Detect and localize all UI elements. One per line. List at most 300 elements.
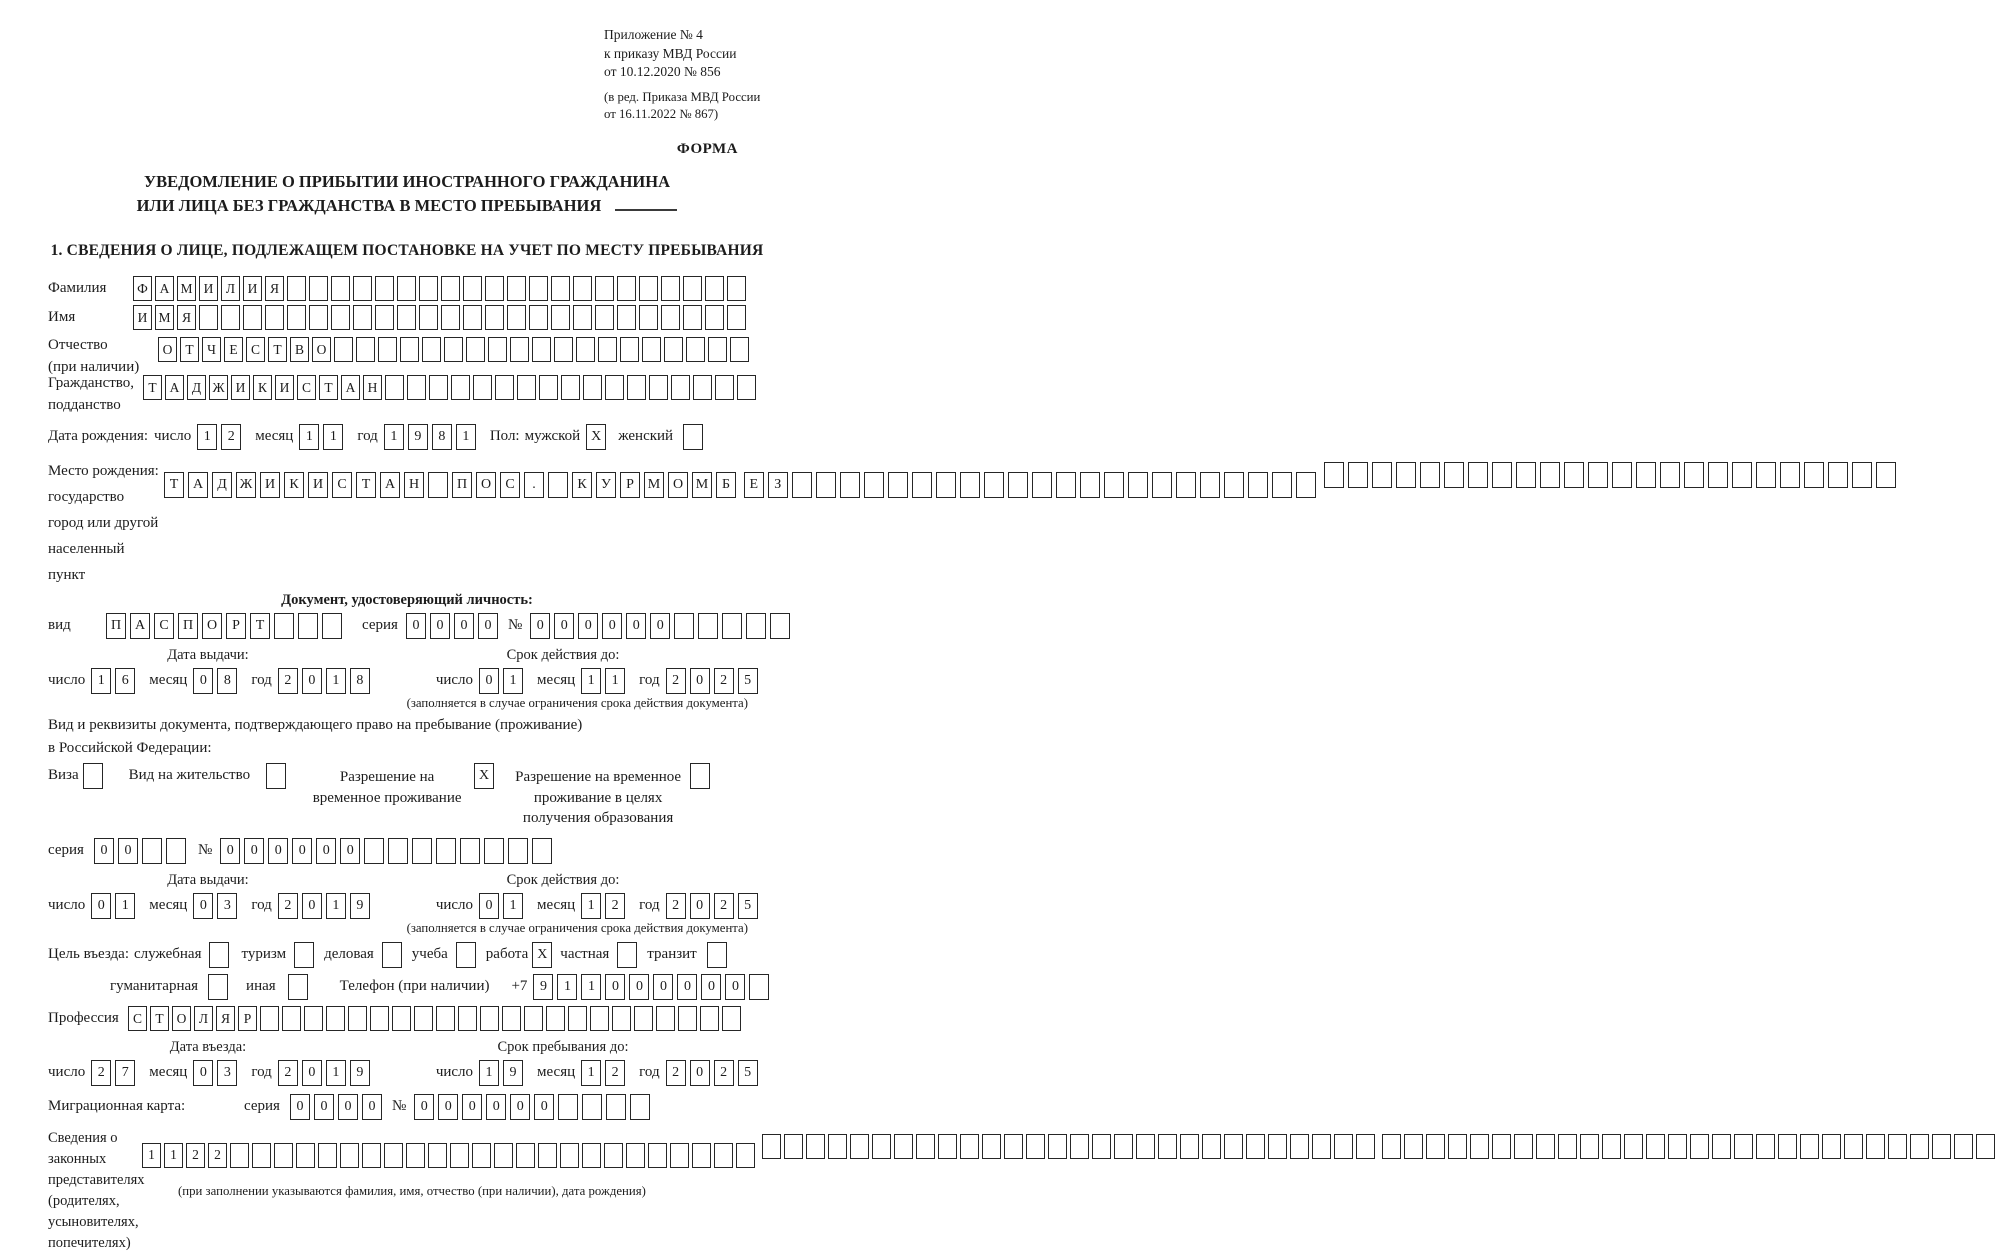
char-cell[interactable]: Д [187, 375, 206, 400]
char-cell[interactable] [451, 375, 470, 400]
char-cell[interactable] [872, 1134, 891, 1159]
char-cell[interactable] [1690, 1134, 1709, 1159]
char-cell[interactable] [287, 305, 306, 330]
char-cell[interactable]: 2 [278, 668, 298, 694]
char-cell[interactable] [406, 1143, 425, 1168]
char-cell[interactable] [539, 375, 558, 400]
char-cell[interactable]: Я [216, 1006, 235, 1031]
char-cell[interactable]: К [284, 472, 304, 498]
char-cell[interactable]: Я [265, 276, 284, 301]
char-cell[interactable]: 9 [350, 1060, 370, 1086]
char-cell[interactable] [472, 1143, 491, 1168]
char-cell[interactable] [595, 305, 614, 330]
char-cell[interactable]: 0 [454, 613, 474, 639]
char-cell[interactable] [456, 942, 476, 968]
char-cell[interactable] [582, 1094, 602, 1120]
char-cell[interactable] [649, 375, 668, 400]
char-cell[interactable]: 2 [278, 1060, 298, 1086]
char-cell[interactable]: О [172, 1006, 191, 1031]
char-cell[interactable]: 0 [94, 838, 114, 864]
char-cell[interactable] [698, 613, 718, 639]
char-cell[interactable] [1396, 462, 1416, 488]
char-cell[interactable] [260, 1006, 279, 1031]
char-cell[interactable]: 3 [217, 1060, 237, 1086]
char-cell[interactable]: 2 [666, 1060, 686, 1086]
char-cell[interactable] [364, 838, 384, 864]
char-cell[interactable] [485, 276, 504, 301]
char-cell[interactable]: 0 [292, 838, 312, 864]
char-cell[interactable] [737, 375, 756, 400]
char-cell[interactable] [1290, 1134, 1309, 1159]
char-cell[interactable]: 3 [217, 893, 237, 919]
char-cell[interactable] [598, 337, 617, 362]
char-cell[interactable] [727, 276, 746, 301]
char-cell[interactable] [484, 838, 504, 864]
char-cell[interactable] [507, 276, 526, 301]
char-cell[interactable] [708, 337, 727, 362]
char-cell[interactable] [746, 613, 766, 639]
char-cell[interactable]: А [130, 613, 150, 639]
char-cell[interactable]: Т [143, 375, 162, 400]
char-cell[interactable] [407, 375, 426, 400]
char-cell[interactable] [730, 337, 749, 362]
char-cell[interactable]: 0 [653, 974, 673, 1000]
char-cell[interactable] [551, 276, 570, 301]
char-cell[interactable] [683, 305, 702, 330]
char-cell[interactable]: 2 [714, 668, 734, 694]
char-cell[interactable]: 2 [186, 1143, 205, 1168]
char-cell[interactable] [1224, 472, 1244, 498]
char-cell[interactable] [700, 1006, 719, 1031]
char-cell[interactable] [348, 1006, 367, 1031]
char-cell[interactable] [1580, 1134, 1599, 1159]
char-cell[interactable] [1032, 472, 1052, 498]
char-cell[interactable] [590, 1006, 609, 1031]
char-cell[interactable]: И [231, 375, 250, 400]
char-cell[interactable] [429, 375, 448, 400]
char-cell[interactable] [397, 305, 416, 330]
char-cell[interactable]: А [188, 472, 208, 498]
char-cell[interactable] [1822, 1134, 1841, 1159]
char-cell[interactable]: Т [356, 472, 376, 498]
char-cell[interactable] [1712, 1134, 1731, 1159]
char-cell[interactable] [142, 838, 162, 864]
char-cell[interactable] [382, 942, 402, 968]
char-cell[interactable] [1932, 1134, 1951, 1159]
char-cell[interactable] [634, 1006, 653, 1031]
char-cell[interactable]: 0 [486, 1094, 506, 1120]
char-cell[interactable]: О [202, 613, 222, 639]
char-cell[interactable]: Т [150, 1006, 169, 1031]
char-cell[interactable] [1660, 462, 1680, 488]
char-cell[interactable]: 1 [581, 974, 601, 1000]
char-cell[interactable]: 1 [456, 424, 476, 450]
char-cell[interactable]: X [474, 763, 494, 789]
char-cell[interactable] [532, 838, 552, 864]
char-cell[interactable] [1588, 462, 1608, 488]
char-cell[interactable] [1180, 1134, 1199, 1159]
char-cell[interactable] [1296, 472, 1316, 498]
char-cell[interactable]: Т [164, 472, 184, 498]
char-cell[interactable]: 2 [221, 424, 241, 450]
char-cell[interactable] [1426, 1134, 1445, 1159]
char-cell[interactable]: 1 [326, 893, 346, 919]
char-cell[interactable]: 0 [430, 613, 450, 639]
char-cell[interactable] [707, 942, 727, 968]
char-cell[interactable]: 1 [323, 424, 343, 450]
char-cell[interactable] [762, 1134, 781, 1159]
char-cell[interactable]: О [668, 472, 688, 498]
char-cell[interactable]: 8 [350, 668, 370, 694]
char-cell[interactable]: . [524, 472, 544, 498]
char-cell[interactable] [749, 974, 769, 1000]
char-cell[interactable] [1128, 472, 1148, 498]
char-cell[interactable]: С [332, 472, 352, 498]
char-cell[interactable]: 0 [340, 838, 360, 864]
char-cell[interactable] [722, 613, 742, 639]
char-cell[interactable]: 0 [302, 1060, 322, 1086]
char-cell[interactable] [473, 375, 492, 400]
char-cell[interactable]: 0 [302, 893, 322, 919]
char-cell[interactable]: 1 [581, 893, 601, 919]
char-cell[interactable]: 0 [578, 613, 598, 639]
char-cell[interactable] [784, 1134, 803, 1159]
char-cell[interactable] [626, 1143, 645, 1168]
char-cell[interactable] [1470, 1134, 1489, 1159]
char-cell[interactable] [488, 337, 507, 362]
char-cell[interactable] [960, 472, 980, 498]
char-cell[interactable]: 0 [302, 668, 322, 694]
char-cell[interactable] [1158, 1134, 1177, 1159]
char-cell[interactable] [546, 1006, 565, 1031]
char-cell[interactable]: 5 [738, 1060, 758, 1086]
char-cell[interactable] [642, 337, 661, 362]
char-cell[interactable] [864, 472, 884, 498]
char-cell[interactable] [1636, 462, 1656, 488]
char-cell[interactable]: 6 [115, 668, 135, 694]
char-cell[interactable] [1152, 472, 1172, 498]
char-cell[interactable] [984, 472, 1004, 498]
char-cell[interactable] [620, 337, 639, 362]
char-cell[interactable] [428, 1143, 447, 1168]
char-cell[interactable] [612, 1006, 631, 1031]
char-cell[interactable]: 0 [438, 1094, 458, 1120]
char-cell[interactable] [705, 276, 724, 301]
char-cell[interactable] [1976, 1134, 1995, 1159]
char-cell[interactable]: О [476, 472, 496, 498]
char-cell[interactable] [1048, 1134, 1067, 1159]
char-cell[interactable] [419, 276, 438, 301]
char-cell[interactable] [828, 1134, 847, 1159]
char-cell[interactable]: 0 [193, 668, 213, 694]
char-cell[interactable] [334, 337, 353, 362]
char-cell[interactable] [661, 305, 680, 330]
char-cell[interactable] [510, 337, 529, 362]
char-cell[interactable]: 1 [503, 893, 523, 919]
char-cell[interactable]: Н [363, 375, 382, 400]
char-cell[interactable]: 0 [462, 1094, 482, 1120]
char-cell[interactable]: Ф [133, 276, 152, 301]
char-cell[interactable] [1756, 1134, 1775, 1159]
char-cell[interactable] [1602, 1134, 1621, 1159]
char-cell[interactable]: И [133, 305, 152, 330]
char-cell[interactable]: 0 [290, 1094, 310, 1120]
char-cell[interactable] [1420, 462, 1440, 488]
char-cell[interactable] [554, 337, 573, 362]
char-cell[interactable]: 0 [554, 613, 574, 639]
char-cell[interactable] [266, 763, 286, 789]
char-cell[interactable]: 1 [197, 424, 217, 450]
char-cell[interactable] [1312, 1134, 1331, 1159]
char-cell[interactable] [298, 613, 318, 639]
char-cell[interactable] [727, 305, 746, 330]
char-cell[interactable] [340, 1143, 359, 1168]
char-cell[interactable] [414, 1006, 433, 1031]
char-cell[interactable] [1564, 462, 1584, 488]
char-cell[interactable]: 0 [314, 1094, 334, 1120]
char-cell[interactable]: 9 [350, 893, 370, 919]
char-cell[interactable] [617, 276, 636, 301]
char-cell[interactable] [1844, 1134, 1863, 1159]
char-cell[interactable] [678, 1006, 697, 1031]
char-cell[interactable]: 2 [278, 893, 298, 919]
char-cell[interactable] [693, 375, 712, 400]
char-cell[interactable] [639, 305, 658, 330]
char-cell[interactable] [441, 305, 460, 330]
char-cell[interactable]: 0 [534, 1094, 554, 1120]
char-cell[interactable]: 0 [479, 668, 499, 694]
char-cell[interactable] [378, 337, 397, 362]
char-cell[interactable] [1334, 1134, 1353, 1159]
char-cell[interactable]: 5 [738, 893, 758, 919]
char-cell[interactable] [714, 1143, 733, 1168]
char-cell[interactable] [428, 472, 448, 498]
char-cell[interactable] [199, 305, 218, 330]
char-cell[interactable] [1646, 1134, 1665, 1159]
char-cell[interactable]: Т [180, 337, 199, 362]
char-cell[interactable] [353, 276, 372, 301]
char-cell[interactable] [583, 375, 602, 400]
char-cell[interactable] [722, 1006, 741, 1031]
char-cell[interactable]: Л [194, 1006, 213, 1031]
char-cell[interactable] [1092, 1134, 1111, 1159]
char-cell[interactable]: 2 [208, 1143, 227, 1168]
char-cell[interactable] [508, 838, 528, 864]
char-cell[interactable] [1026, 1134, 1045, 1159]
char-cell[interactable] [627, 375, 646, 400]
char-cell[interactable]: 1 [299, 424, 319, 450]
char-cell[interactable]: 2 [91, 1060, 111, 1086]
char-cell[interactable] [419, 305, 438, 330]
char-cell[interactable]: Ж [209, 375, 228, 400]
char-cell[interactable]: С [128, 1006, 147, 1031]
char-cell[interactable]: Б [716, 472, 736, 498]
char-cell[interactable] [573, 305, 592, 330]
char-cell[interactable] [888, 472, 908, 498]
char-cell[interactable] [1888, 1134, 1907, 1159]
char-cell[interactable] [840, 472, 860, 498]
char-cell[interactable] [252, 1143, 271, 1168]
char-cell[interactable]: 0 [414, 1094, 434, 1120]
char-cell[interactable] [1708, 462, 1728, 488]
char-cell[interactable] [1684, 462, 1704, 488]
char-cell[interactable]: О [312, 337, 331, 362]
char-cell[interactable]: 9 [503, 1060, 523, 1086]
char-cell[interactable]: 1 [326, 1060, 346, 1086]
char-cell[interactable] [1624, 1134, 1643, 1159]
char-cell[interactable] [1404, 1134, 1423, 1159]
char-cell[interactable]: Л [221, 276, 240, 301]
char-cell[interactable]: 0 [316, 838, 336, 864]
char-cell[interactable]: 0 [91, 893, 111, 919]
char-cell[interactable] [683, 424, 703, 450]
char-cell[interactable]: 2 [714, 1060, 734, 1086]
char-cell[interactable]: 0 [510, 1094, 530, 1120]
char-cell[interactable] [595, 276, 614, 301]
char-cell[interactable]: С [246, 337, 265, 362]
char-cell[interactable]: 1 [164, 1143, 183, 1168]
char-cell[interactable]: 0 [193, 893, 213, 919]
char-cell[interactable] [656, 1006, 675, 1031]
char-cell[interactable] [209, 942, 229, 968]
char-cell[interactable]: 1 [605, 668, 625, 694]
char-cell[interactable] [1202, 1134, 1221, 1159]
char-cell[interactable]: 0 [406, 613, 426, 639]
char-cell[interactable]: 0 [479, 893, 499, 919]
char-cell[interactable] [463, 305, 482, 330]
char-cell[interactable] [1070, 1134, 1089, 1159]
char-cell[interactable]: 0 [220, 838, 240, 864]
char-cell[interactable] [960, 1134, 979, 1159]
char-cell[interactable] [296, 1143, 315, 1168]
char-cell[interactable] [936, 472, 956, 498]
char-cell[interactable] [516, 1143, 535, 1168]
char-cell[interactable] [648, 1143, 667, 1168]
char-cell[interactable]: 0 [629, 974, 649, 1000]
char-cell[interactable] [1272, 472, 1292, 498]
char-cell[interactable] [1804, 462, 1824, 488]
char-cell[interactable]: И [243, 276, 262, 301]
char-cell[interactable] [529, 276, 548, 301]
char-cell[interactable] [605, 375, 624, 400]
char-cell[interactable] [466, 337, 485, 362]
char-cell[interactable] [690, 763, 710, 789]
char-cell[interactable]: А [155, 276, 174, 301]
char-cell[interactable] [274, 1143, 293, 1168]
char-cell[interactable] [1008, 472, 1028, 498]
char-cell[interactable] [1954, 1134, 1973, 1159]
char-cell[interactable]: 0 [193, 1060, 213, 1086]
char-cell[interactable]: 0 [478, 613, 498, 639]
char-cell[interactable]: 2 [605, 893, 625, 919]
char-cell[interactable] [412, 838, 432, 864]
char-cell[interactable] [561, 375, 580, 400]
char-cell[interactable] [274, 613, 294, 639]
char-cell[interactable] [1372, 462, 1392, 488]
char-cell[interactable]: К [253, 375, 272, 400]
char-cell[interactable] [485, 305, 504, 330]
char-cell[interactable] [436, 838, 456, 864]
char-cell[interactable] [850, 1134, 869, 1159]
char-cell[interactable]: И [308, 472, 328, 498]
char-cell[interactable] [166, 838, 186, 864]
char-cell[interactable]: 0 [725, 974, 745, 1000]
char-cell[interactable]: 7 [115, 1060, 135, 1086]
char-cell[interactable] [463, 276, 482, 301]
char-cell[interactable] [1224, 1134, 1243, 1159]
char-cell[interactable] [1612, 462, 1632, 488]
char-cell[interactable] [397, 276, 416, 301]
char-cell[interactable] [444, 337, 463, 362]
char-cell[interactable] [1910, 1134, 1929, 1159]
char-cell[interactable] [1866, 1134, 1885, 1159]
char-cell[interactable]: К [572, 472, 592, 498]
char-cell[interactable]: М [644, 472, 664, 498]
char-cell[interactable] [1382, 1134, 1401, 1159]
char-cell[interactable] [1056, 472, 1076, 498]
char-cell[interactable] [617, 942, 637, 968]
char-cell[interactable] [1536, 1134, 1555, 1159]
char-cell[interactable]: 8 [432, 424, 452, 450]
char-cell[interactable] [1268, 1134, 1287, 1159]
char-cell[interactable]: Р [226, 613, 246, 639]
char-cell[interactable]: Д [212, 472, 232, 498]
char-cell[interactable] [576, 337, 595, 362]
char-cell[interactable]: П [452, 472, 472, 498]
char-cell[interactable]: 1 [384, 424, 404, 450]
char-cell[interactable] [494, 1143, 513, 1168]
char-cell[interactable] [560, 1143, 579, 1168]
char-cell[interactable] [385, 375, 404, 400]
char-cell[interactable] [1734, 1134, 1753, 1159]
char-cell[interactable] [309, 276, 328, 301]
char-cell[interactable] [517, 375, 536, 400]
char-cell[interactable]: 1 [479, 1060, 499, 1086]
char-cell[interactable] [436, 1006, 455, 1031]
char-cell[interactable]: X [532, 942, 552, 968]
char-cell[interactable]: Р [238, 1006, 257, 1031]
char-cell[interactable] [1200, 472, 1220, 498]
char-cell[interactable] [912, 472, 932, 498]
char-cell[interactable]: 0 [605, 974, 625, 1000]
char-cell[interactable] [792, 472, 812, 498]
char-cell[interactable]: Я [177, 305, 196, 330]
char-cell[interactable] [1800, 1134, 1819, 1159]
char-cell[interactable]: М [692, 472, 712, 498]
char-cell[interactable]: А [165, 375, 184, 400]
char-cell[interactable]: Н [404, 472, 424, 498]
char-cell[interactable] [362, 1143, 381, 1168]
char-cell[interactable] [309, 305, 328, 330]
char-cell[interactable]: 1 [581, 668, 601, 694]
char-cell[interactable]: М [155, 305, 174, 330]
char-cell[interactable] [524, 1006, 543, 1031]
char-cell[interactable] [1444, 462, 1464, 488]
char-cell[interactable] [1780, 462, 1800, 488]
char-cell[interactable]: С [297, 375, 316, 400]
char-cell[interactable] [441, 276, 460, 301]
char-cell[interactable]: 0 [701, 974, 721, 1000]
char-cell[interactable]: 8 [217, 668, 237, 694]
char-cell[interactable] [670, 1143, 689, 1168]
char-cell[interactable] [208, 974, 228, 1000]
char-cell[interactable] [1876, 462, 1896, 488]
char-cell[interactable] [938, 1134, 957, 1159]
char-cell[interactable] [83, 763, 103, 789]
char-cell[interactable]: Р [620, 472, 640, 498]
char-cell[interactable] [287, 276, 306, 301]
char-cell[interactable] [1778, 1134, 1797, 1159]
